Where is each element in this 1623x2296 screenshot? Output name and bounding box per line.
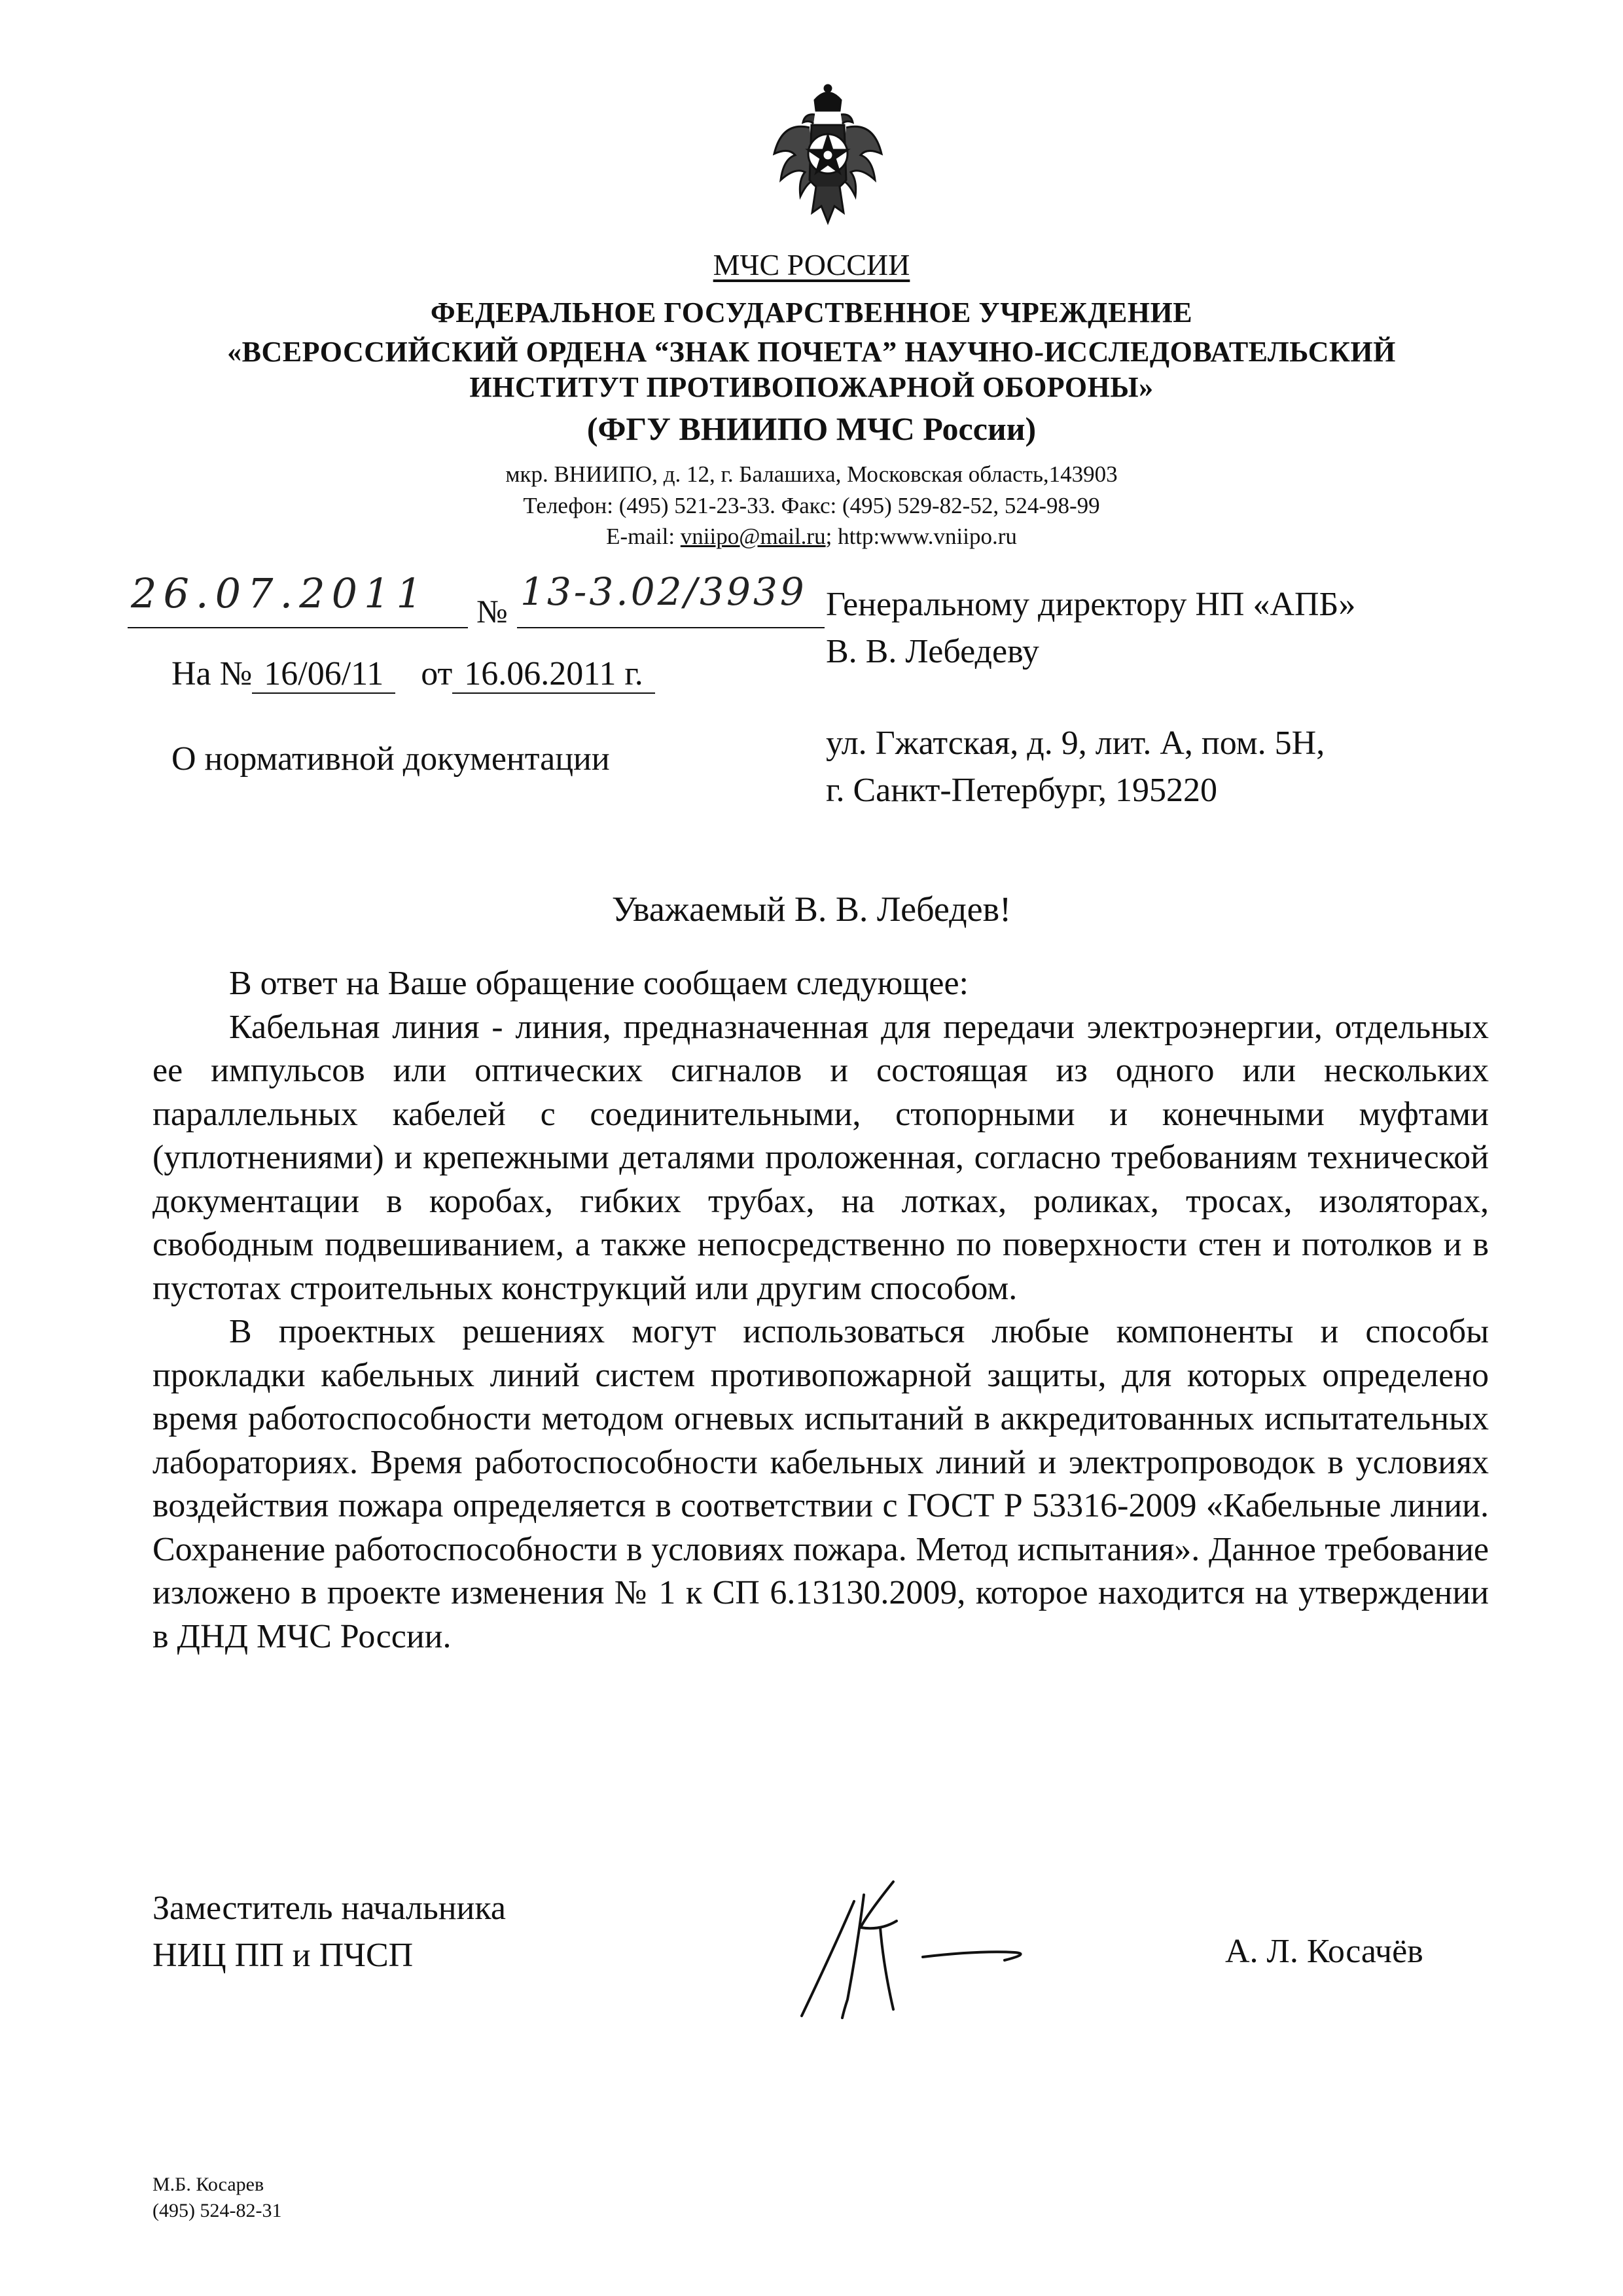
web-address: ; http:www.vniipo.ru bbox=[825, 524, 1017, 549]
org-email-web bbox=[0, 524, 1623, 550]
registration-date: 26.07.2011 bbox=[131, 569, 429, 617]
org-short-name: (ФГУ ВНИИПО МЧС России) bbox=[586, 410, 1037, 447]
org-phone-fax: Телефон: (495) 521-23-33. Факс: (495) 529-82-52, 524-98-99 bbox=[523, 493, 1100, 518]
org-name-line-2: «ВСЕРОССИЙСКИЙ ОРДЕНА “ЗНАК ПОЧЕТА” НАУЧНО-ИССЛЕДОВАТЕЛЬСКИЙ bbox=[227, 336, 1396, 368]
ministry-name: МЧС РОССИИ bbox=[713, 248, 910, 281]
ref-prefix: На № bbox=[171, 655, 253, 692]
paragraph-definition: Кабельная линия - линия, предназначенная для передачи электроэнергии, отдельных ее импульсов или оптических сигналов и состоящая из одного или нескольких параллельных кабелей с соединительными, стопорными и конечными муфтами (уплотнениями) и крепежными деталями проложенная, согласно требованиям технической документации в коробах, гибких трубах, на лотках, роликах, тросах, изоляторах, свободным подвешиванием, а также непосредственно по поверхности стен и потолков и в пустотах строительных конструкций или другим способом. bbox=[152, 1008, 1489, 1307]
emchs-emblem-icon bbox=[769, 82, 887, 232]
email-label: E-mail: bbox=[606, 524, 681, 549]
executor-name: М.Б. Косарев bbox=[152, 2174, 264, 2195]
org-name-line-3: ИНСТИТУТ ПРОТИВОПОЖАРНОЙ ОБОРОНЫ» bbox=[469, 371, 1154, 403]
email-link[interactable]: vniipo@mail.ru bbox=[680, 524, 826, 549]
paragraph-requirements: В проектных решениях могут использоваться любые компоненты и способы прокладки кабельных линий систем противопожарной защиты, для которых определено время работоспособности методом огневых испытаний в аккредитованных испытательных лабораториях. Время работоспособности кабельных линий и электропроводок в условиях воздействия пожара определяется в соответствии с ГОСТ Р 53316-2009 «Кабельные линии. Сохранение работоспособности в условиях пожара. Метод испытания». Данное требование изложено в проекте изменения № 1 к СП 6.13130.2009, которое находится на утверждении в ДНД МЧС России. bbox=[152, 1313, 1489, 1655]
addressee-name: В. В. Лебедеву bbox=[826, 633, 1039, 670]
executor-info bbox=[152, 2172, 281, 2224]
date-underline bbox=[128, 627, 468, 628]
org-name-line-1: ФЕДЕРАЛЬНОЕ ГОСУДАРСТВЕННОЕ УЧРЕЖДЕНИЕ bbox=[430, 296, 1193, 329]
letter-subject: О нормативной документации bbox=[171, 740, 610, 778]
addressee-position: Генеральному директору НП «АПБ» bbox=[826, 586, 1356, 623]
addressee-city: г. Санкт-Петербург, 195220 bbox=[826, 772, 1218, 809]
org-address: мкр. ВНИИПО, д. 12, г. Балашиха, Московская область,143903 bbox=[505, 461, 1118, 487]
ref-from: от bbox=[421, 655, 453, 692]
ref-date: 16.06.2011 г. bbox=[452, 655, 655, 694]
greeting: Уважаемый В. В. Лебедев! bbox=[611, 889, 1012, 929]
reference-line bbox=[171, 655, 655, 694]
signatory-title-line-1: Заместитель начальника bbox=[152, 1890, 506, 1927]
addressee-block bbox=[826, 581, 1355, 675]
signatory-title-line-2: НИЦ ПП и ПЧСП bbox=[152, 1937, 414, 1974]
number-underline bbox=[517, 627, 825, 628]
handwritten-signature bbox=[782, 1869, 1122, 2026]
letter-body bbox=[152, 962, 1489, 1659]
executor-phone: (495) 524-82-31 bbox=[152, 2200, 282, 2221]
paragraph-intro: В ответ на Ваше обращение сообщаем следующее: bbox=[229, 965, 969, 1002]
ref-number: 16/06/11 bbox=[252, 655, 395, 694]
addressee-address bbox=[826, 720, 1325, 814]
registration-number: 13-3.02/3939 bbox=[520, 569, 807, 614]
addressee-street: ул. Гжатская, д. 9, лит. А, пом. 5Н, bbox=[826, 725, 1325, 762]
signatory-title bbox=[152, 1885, 506, 1979]
number-sign: № bbox=[476, 593, 508, 630]
signatory-name: А. Л. Косачёв bbox=[1225, 1933, 1423, 1970]
